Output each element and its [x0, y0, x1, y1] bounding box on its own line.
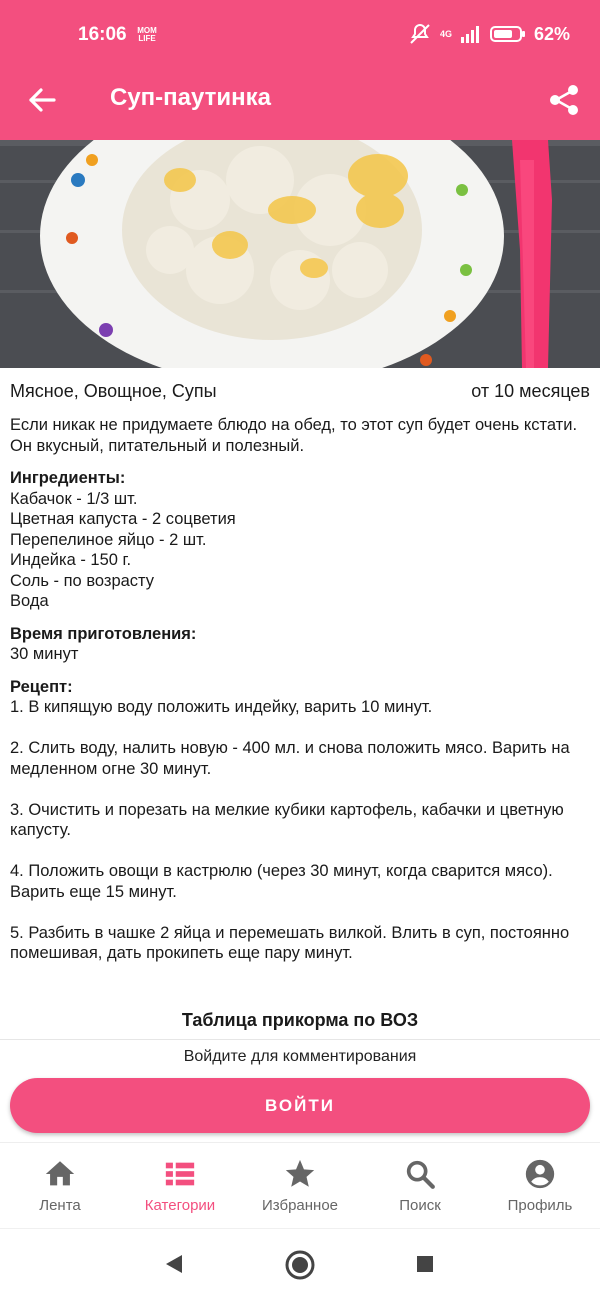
brand-line-2: LIFE	[138, 34, 156, 43]
divider	[0, 1039, 600, 1040]
ingredient-item: Вода	[10, 592, 49, 610]
status-icons	[408, 22, 570, 46]
login-button[interactable]: ВОЙТИ	[10, 1078, 590, 1133]
search-icon	[403, 1157, 437, 1191]
recipe-step: 5. Разбить в чашке 2 яйца и перемешать вилкой. Влить в суп, постоянно помешивая, дать прокипеть еще пару минут.	[10, 923, 570, 962]
ingredient-item: Кабачок - 1/3 шт.	[10, 489, 138, 508]
brand-line-1: MOM	[137, 26, 157, 35]
nav-item-search[interactable]	[360, 1143, 480, 1229]
status-time: 16:06	[78, 24, 127, 45]
who-table-link[interactable]: Таблица прикорма по ВОЗ	[181, 1010, 419, 1030]
network-label: 4G	[439, 29, 452, 39]
system-recents-icon[interactable]	[410, 1249, 440, 1279]
recipe-content	[10, 415, 580, 984]
battery-percent: 62%	[533, 23, 570, 44]
top-app-bar	[0, 0, 600, 140]
back-button[interactable]	[22, 80, 62, 120]
nav-item-feed[interactable]	[0, 1143, 120, 1229]
time-heading: Время приготовления:	[10, 624, 197, 643]
nav-item-favorites[interactable]	[240, 1143, 360, 1229]
mute-icon	[408, 22, 432, 46]
steps-heading: Рецепт:	[10, 677, 73, 696]
battery-icon	[490, 25, 526, 43]
recipe-description: Если никак не придумаете блюдо на обед, то этот суп будет очень кстати. Он вкусный, питательный и полезный.	[10, 416, 578, 455]
recipe-step: 1. В кипящую воду положить индейку, варить 10 минут.	[10, 698, 433, 716]
categories-icon	[163, 1157, 197, 1191]
bottom-nav	[0, 1142, 600, 1229]
arrow-left-icon	[22, 80, 62, 120]
time-value: 30 минут	[10, 645, 79, 663]
recipe-meta	[10, 381, 590, 402]
nav-item-categories[interactable]	[120, 1143, 240, 1229]
brand-logo	[136, 27, 158, 43]
star-icon	[283, 1157, 317, 1191]
signal-icon	[460, 25, 482, 43]
nav-label: Категории	[144, 1197, 216, 1214]
page-title: Суп-паутинка	[110, 84, 272, 111]
system-home-icon[interactable]	[284, 1249, 316, 1281]
recipe-step: 4. Положить овощи в кастрюлю (через 30 минут, когда сварится мясо). Варить еще 15 минут.	[10, 862, 553, 901]
profile-icon	[523, 1157, 557, 1191]
ingredient-item: Перепелиное яйцо - 2 шт.	[10, 530, 207, 549]
nav-label: Поиск	[399, 1197, 441, 1214]
recipe-step: 2. Слить воду, налить новую - 400 мл. и снова положить мясо. Варить на медленном огне 30 минут.	[10, 739, 570, 778]
nav-label: Избранное	[261, 1197, 339, 1214]
share-icon	[544, 80, 584, 120]
system-nav-bar	[0, 1228, 600, 1300]
ingredients-heading: Ингредиенты:	[10, 469, 126, 487]
ingredient-item: Индейка - 150 г.	[10, 551, 132, 569]
recipe-step: 3. Очистить и порезать на мелкие кубики картофель, кабачки и цветную капусту.	[10, 800, 564, 839]
system-back-icon[interactable]	[160, 1249, 190, 1279]
share-button[interactable]	[544, 80, 584, 120]
nav-item-profile[interactable]	[480, 1143, 600, 1229]
status-bar	[0, 0, 600, 68]
nav-label: Профиль	[507, 1197, 573, 1214]
recipe-photo	[0, 140, 600, 368]
ingredient-item: Соль - по возрасту	[10, 571, 155, 590]
login-hint: Войдите для комментирования	[183, 1048, 417, 1065]
nav-label: Лента	[39, 1197, 81, 1214]
home-icon	[43, 1157, 77, 1191]
recipe-age: от 10 месяцев	[471, 381, 590, 401]
recipe-categories: Мясное, Овощное, Супы	[10, 381, 217, 401]
ingredient-item: Цветная капуста - 2 соцветия	[10, 510, 236, 528]
